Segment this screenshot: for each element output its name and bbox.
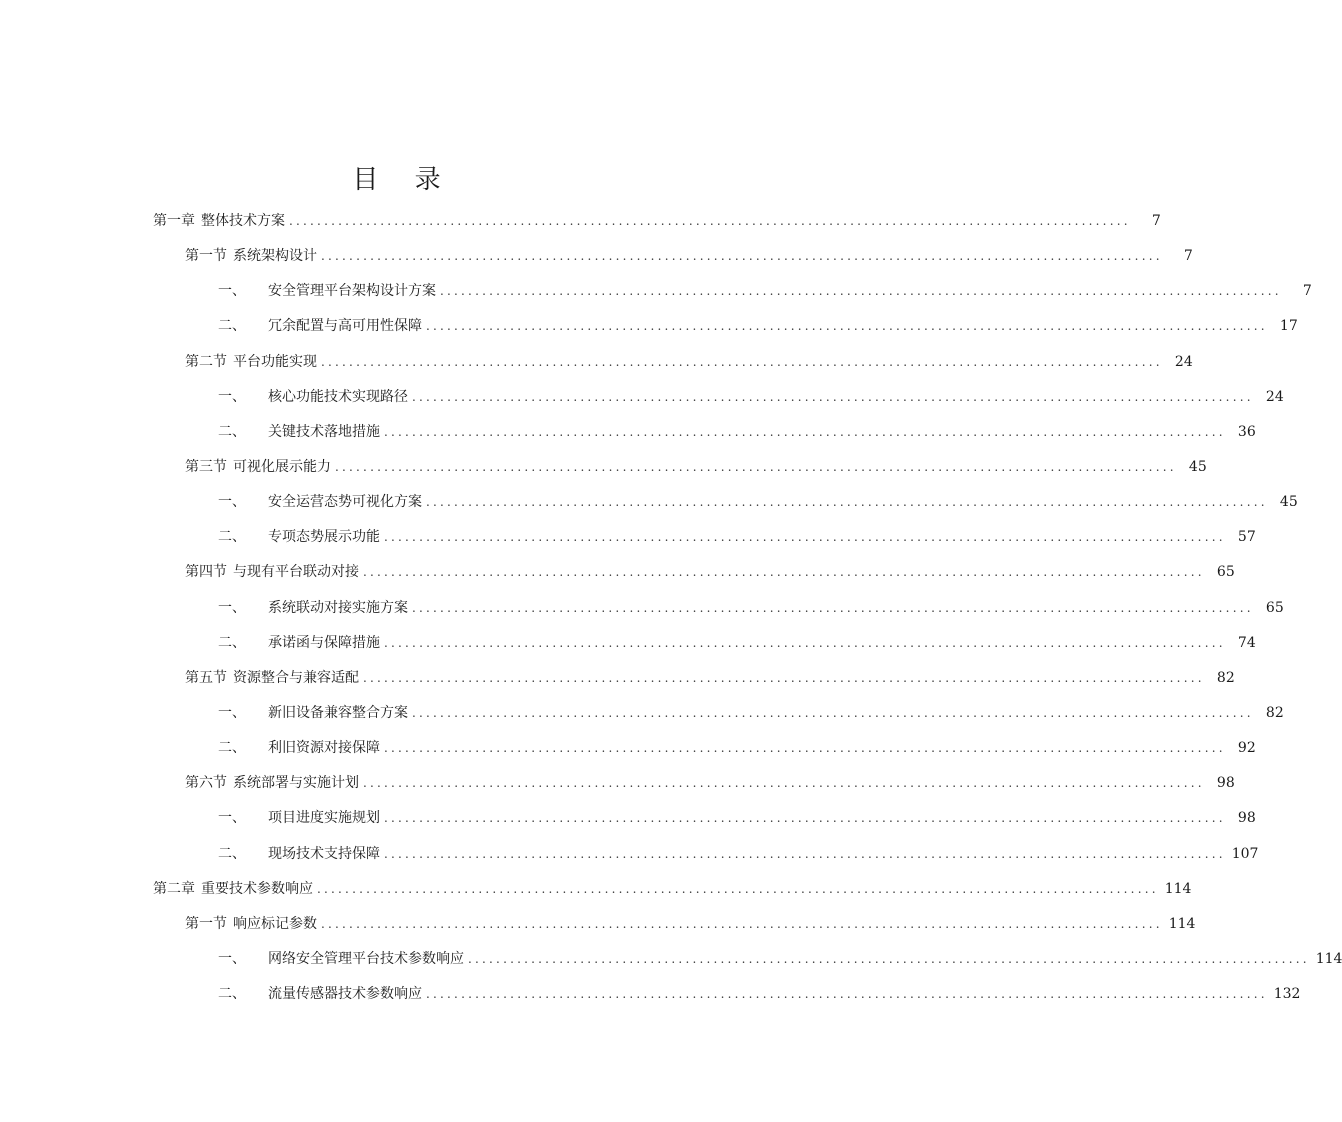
toc-dot-leader: ........................................................................................................................ xyxy=(289,214,1131,229)
toc-entry-number: 第四节 xyxy=(185,564,227,581)
toc-dot-leader: ........................................................................................................................ xyxy=(384,530,1226,545)
toc-entry-number: 二、 xyxy=(218,423,246,440)
toc-dot-leader: ........................................................................................................................ xyxy=(412,389,1254,404)
toc-entry[interactable] xyxy=(0,555,1235,590)
toc-dot-leader: ........................................................................................................................ xyxy=(384,635,1226,650)
toc-entry-title: 承诺函与保障措施 xyxy=(268,634,380,651)
toc-dot-leader: ........................................................................................................................ xyxy=(384,741,1226,756)
toc-dot-leader: ........................................................................................................................ xyxy=(321,916,1163,931)
toc-entry[interactable] xyxy=(0,591,1284,626)
toc-dot-leader: ........................................................................................................................ xyxy=(384,424,1226,439)
toc-entry-number: 第五节 xyxy=(185,669,227,686)
toc-entry-number: 一、 xyxy=(218,494,246,511)
toc-entry-title: 专项态势展示功能 xyxy=(268,529,380,546)
toc-entry-number: 二、 xyxy=(218,986,246,1003)
toc-entry[interactable] xyxy=(0,520,1256,555)
toc-entry-page-number: 107 xyxy=(1231,845,1259,862)
toc-dot-leader: ........................................................................................................................ xyxy=(321,249,1163,264)
toc-entry-page-number: 36 xyxy=(1237,423,1256,440)
toc-entry-number: 第一章 xyxy=(153,213,195,229)
toc-title: 目 录 xyxy=(352,165,455,196)
toc-entry-page-number: 132 xyxy=(1273,986,1301,1003)
toc-dot-leader: ........................................................................................................................ xyxy=(335,460,1177,475)
toc-entry[interactable] xyxy=(0,450,1207,485)
toc-dot-leader: ........................................................................................................................ xyxy=(468,952,1310,967)
toc-entry-number: 第一节 xyxy=(185,248,227,265)
toc-entry-number: 二、 xyxy=(218,634,246,651)
toc-entry-title: 响应标记参数 xyxy=(233,915,317,932)
toc-entry-number: 第三节 xyxy=(185,458,227,475)
toc-entry-title: 系统联动对接实施方案 xyxy=(268,599,408,616)
toc-entry-title: 冗余配置与高可用性保障 xyxy=(268,318,422,335)
table-of-contents xyxy=(0,204,1342,1012)
toc-entry-title: 流量传感器技术参数响应 xyxy=(268,986,422,1003)
toc-entry[interactable] xyxy=(0,309,1298,344)
toc-entry-number: 一、 xyxy=(218,599,246,616)
toc-dot-leader: ........................................................................................................................ xyxy=(412,706,1254,721)
toc-entry-title: 安全管理平台架构设计方案 xyxy=(268,283,436,300)
toc-entry-page-number: 45 xyxy=(1188,458,1207,475)
toc-entry-page-number: 17 xyxy=(1279,318,1298,335)
toc-entry-page-number: 57 xyxy=(1237,529,1256,546)
toc-entry-title: 核心功能技术实现路径 xyxy=(268,388,408,405)
toc-entry[interactable] xyxy=(0,345,1193,380)
toc-entry[interactable] xyxy=(0,872,1192,907)
toc-dot-leader: ........................................................................................................................ xyxy=(321,354,1163,369)
toc-entry-title: 关键技术落地措施 xyxy=(268,423,380,440)
toc-entry-page-number: 82 xyxy=(1265,704,1284,721)
toc-entry[interactable] xyxy=(0,977,1301,1012)
toc-dot-leader: ........................................................................................................................ xyxy=(363,776,1205,791)
toc-dot-leader: ........................................................................................................................ xyxy=(384,846,1226,861)
toc-entry[interactable] xyxy=(0,766,1235,801)
toc-dot-leader: ........................................................................................................................ xyxy=(317,881,1159,896)
toc-entry-title: 网络安全管理平台技术参数响应 xyxy=(268,950,464,967)
toc-entry[interactable] xyxy=(0,415,1256,450)
toc-entry-number: 二、 xyxy=(218,740,246,757)
toc-entry-number: 一、 xyxy=(218,810,246,827)
toc-entry[interactable] xyxy=(0,837,1259,872)
toc-dot-leader: ........................................................................................................................ xyxy=(363,565,1205,580)
toc-entry[interactable] xyxy=(0,942,1342,977)
toc-entry-page-number: 98 xyxy=(1216,775,1235,792)
toc-entry-number: 第二章 xyxy=(153,880,195,897)
toc-entry-page-number: 98 xyxy=(1237,810,1256,827)
toc-entry[interactable] xyxy=(0,801,1256,836)
toc-entry[interactable] xyxy=(0,204,1161,239)
toc-dot-leader: ........................................................................................................................ xyxy=(426,987,1268,1002)
toc-dot-leader: ........................................................................................................................ xyxy=(426,495,1268,510)
toc-entry-page-number: 92 xyxy=(1237,740,1256,757)
toc-entry-number: 二、 xyxy=(218,318,246,335)
toc-dot-leader: ........................................................................................................................ xyxy=(412,600,1254,615)
toc-entry-number: 二、 xyxy=(218,845,246,862)
toc-entry-number: 第六节 xyxy=(185,775,227,792)
toc-entry-page-number: 82 xyxy=(1216,669,1235,686)
toc-entry-page-number: 24 xyxy=(1174,353,1193,370)
toc-dot-leader: ........................................................................................................................ xyxy=(426,319,1268,334)
toc-entry[interactable] xyxy=(0,907,1196,942)
toc-entry-title: 安全运营态势可视化方案 xyxy=(268,494,422,511)
toc-entry[interactable] xyxy=(0,731,1256,766)
toc-entry-title: 现场技术支持保障 xyxy=(268,845,380,862)
toc-entry-title: 新旧设备兼容整合方案 xyxy=(268,704,408,721)
toc-entry-title: 重要技术参数响应 xyxy=(201,880,313,897)
toc-entry-number: 一、 xyxy=(218,704,246,721)
toc-entry-number: 二、 xyxy=(218,529,246,546)
toc-entry-title: 系统架构设计 xyxy=(233,248,317,265)
toc-entry-title: 可视化展示能力 xyxy=(233,458,331,475)
toc-entry-title: 整体技术方案 xyxy=(201,213,285,229)
toc-entry-page-number: 24 xyxy=(1265,388,1284,405)
toc-dot-leader: ........................................................................................................................ xyxy=(384,811,1226,826)
toc-entry-page-number: 65 xyxy=(1265,599,1284,616)
toc-entry-number: 第一节 xyxy=(185,915,227,932)
toc-entry-page-number: 74 xyxy=(1237,634,1256,651)
toc-entry-number: 第二节 xyxy=(185,353,227,370)
toc-entry-title: 资源整合与兼容适配 xyxy=(233,669,359,686)
toc-entry[interactable] xyxy=(0,696,1284,731)
toc-entry-title: 平台功能实现 xyxy=(233,353,317,370)
toc-entry-title: 利旧资源对接保障 xyxy=(268,740,380,757)
toc-entry-title: 系统部署与实施计划 xyxy=(233,775,359,792)
toc-entry[interactable] xyxy=(0,274,1312,309)
toc-entry[interactable] xyxy=(0,239,1193,274)
toc-entry-number: 一、 xyxy=(218,283,246,300)
toc-entry-page-number: 114 xyxy=(1164,880,1192,897)
toc-entry-title: 项目进度实施规划 xyxy=(268,810,380,827)
toc-entry-number: 一、 xyxy=(218,950,246,967)
toc-entry-title: 与现有平台联动对接 xyxy=(233,564,359,581)
toc-entry-page-number: 7 xyxy=(1302,283,1312,300)
toc-entry[interactable] xyxy=(0,661,1235,696)
toc-dot-leader: ........................................................................................................................ xyxy=(363,670,1205,685)
toc-entry-page-number: 7 xyxy=(1183,248,1193,265)
toc-entry[interactable] xyxy=(0,485,1298,520)
toc-entry-page-number: 45 xyxy=(1279,494,1298,511)
toc-entry[interactable] xyxy=(0,626,1256,661)
toc-entry-number: 一、 xyxy=(218,388,246,405)
toc-entry-page-number: 114 xyxy=(1168,915,1196,932)
toc-dot-leader: ........................................................................................................................ xyxy=(440,284,1282,299)
toc-entry[interactable] xyxy=(0,380,1284,415)
toc-entry-page-number: 7 xyxy=(1151,213,1161,229)
toc-entry-page-number: 114 xyxy=(1315,950,1342,967)
toc-entry-page-number: 65 xyxy=(1216,564,1235,581)
